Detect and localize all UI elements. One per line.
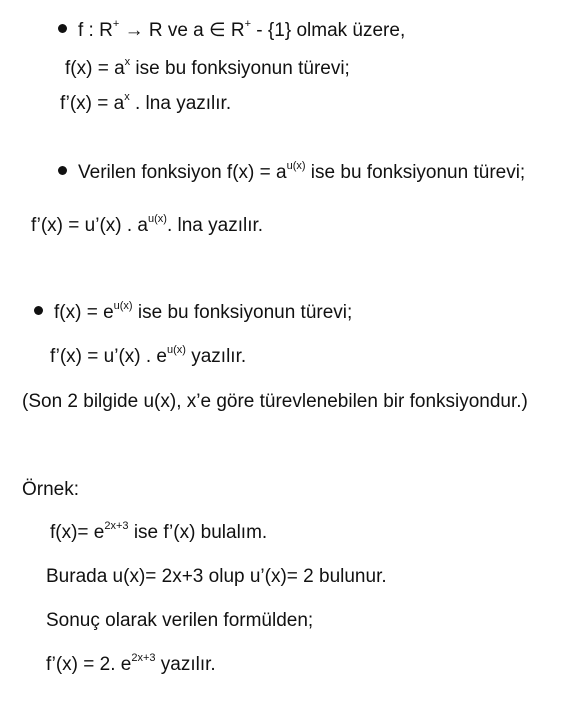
text-pre: Verilen fonksiyon f(x) = a	[78, 162, 287, 183]
superscript-plus: +	[244, 17, 252, 30]
example-step-formula: Sonuç olarak verilen formülden;	[46, 610, 314, 631]
arrow-icon: →	[124, 20, 144, 41]
bullet-icon	[58, 24, 67, 33]
text-post: yazılır.	[185, 346, 247, 367]
statement-exponential-domain	[58, 17, 406, 42]
text-post: ise bu fonksiyonun türevi;	[132, 302, 353, 323]
text-post: . lna yazılır.	[129, 93, 232, 114]
formula-function-a-x	[65, 55, 350, 80]
text-post: . lna yazılır.	[166, 215, 264, 236]
superscript: u(x)	[286, 159, 306, 172]
superscript: u(x)	[148, 212, 167, 225]
superscript: 2x+3	[131, 651, 156, 664]
example-heading: Örnek:	[22, 479, 80, 500]
text-pre: f’(x) = u’(x) . a	[31, 215, 148, 236]
text-post: ise bu fonksiyonun türevi;	[305, 162, 526, 183]
superscript: x	[124, 90, 130, 103]
text-pre: f’(x) = a	[60, 93, 125, 114]
bullet-icon	[34, 306, 43, 315]
text-pre: f : R	[78, 20, 113, 41]
bullet-icon	[58, 166, 67, 175]
example-step-u: Burada u(x)= 2x+3 olup u’(x)= 2 bulunur.	[46, 566, 387, 587]
statement-e-u-x	[34, 299, 353, 324]
superscript: x	[124, 55, 131, 68]
text-pre: f(x) = a	[65, 58, 125, 79]
superscript: u(x)	[113, 299, 133, 312]
text-post: ise f’(x) bulalım.	[128, 522, 268, 543]
superscript: 2x+3	[104, 519, 129, 532]
formula-derivative-e-u-x	[50, 343, 247, 368]
formula-derivative-a-u-x	[31, 212, 264, 237]
note-differentiable: (Son 2 bilgide u(x), x’e göre türevlenebilen bir fonksiyondur.)	[22, 391, 528, 412]
superscript: u(x)	[167, 343, 186, 356]
example-function	[50, 519, 268, 544]
text-post: yazılır.	[155, 654, 216, 675]
formula-derivative-a-x	[60, 90, 232, 115]
text-pre: f’(x) = 2. e	[46, 654, 132, 675]
text-pre: f(x)= e	[50, 522, 105, 543]
text-pre: f(x) = e	[54, 302, 114, 323]
text-mid: R ve a ∈ R	[143, 20, 245, 41]
statement-a-u-x	[58, 159, 526, 184]
superscript-plus: +	[112, 17, 120, 30]
text-pre: f’(x) = u’(x) . e	[50, 346, 167, 367]
text-post: - {1} olmak üzere,	[251, 20, 406, 41]
example-result	[46, 651, 216, 676]
text-post: ise bu fonksiyonun türevi;	[130, 58, 350, 79]
